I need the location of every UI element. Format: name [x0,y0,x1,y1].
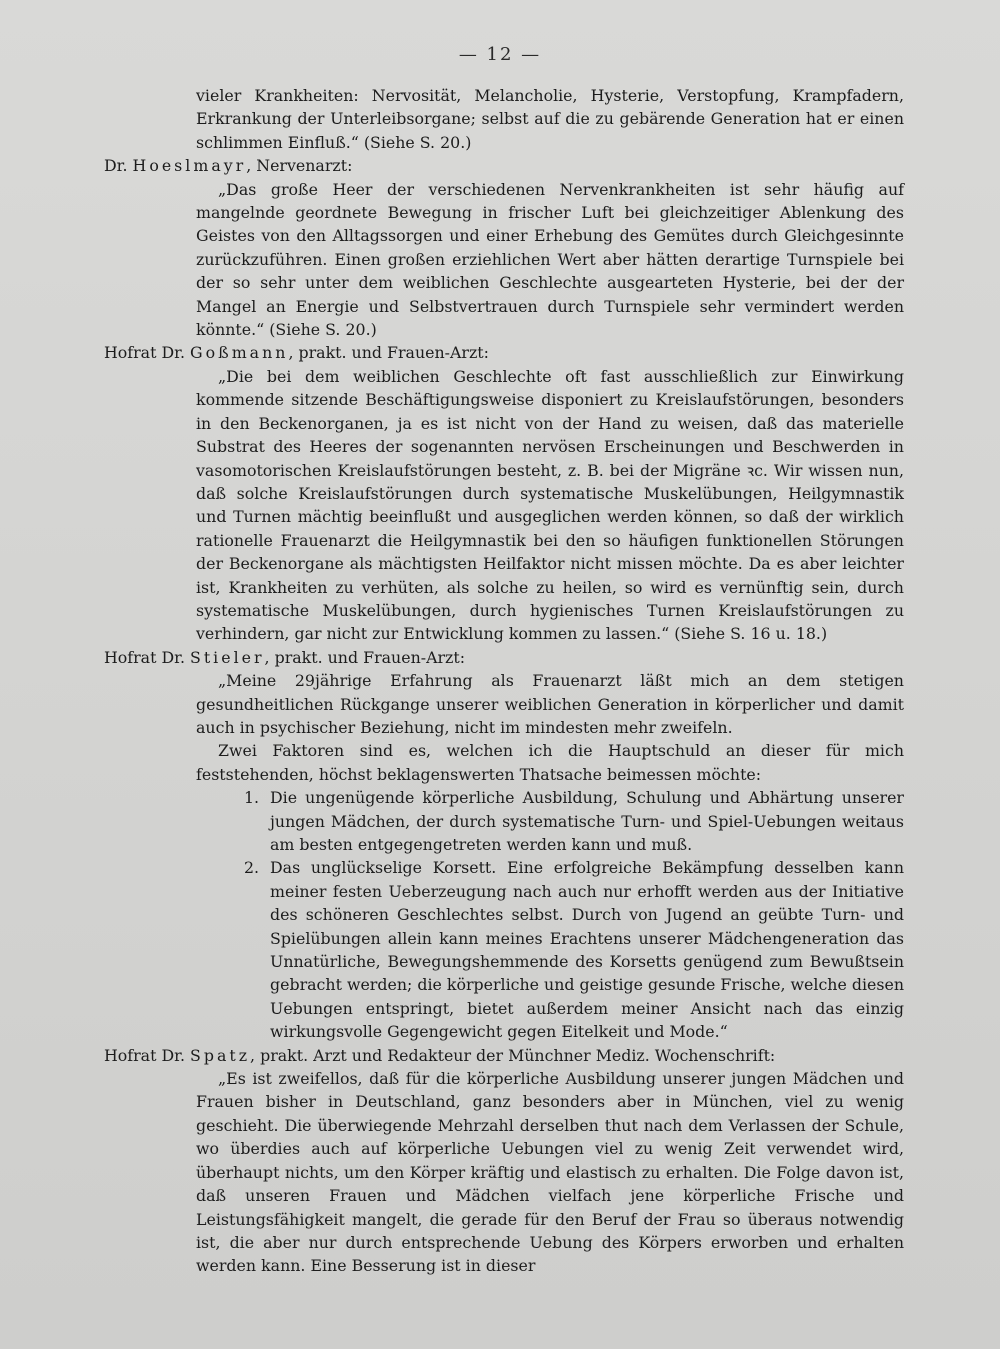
author-heading-hoeslmayr [104,154,904,177]
author-name: Goßmann [190,343,289,363]
list-number: 1. [244,788,260,808]
quote-spatz: „Es ist zweifellos, daß für die körperliche Ausbildung unserer jungen Mädchen und Frauen bisher in Deutschland, ganz besonders aber in München, viel zu wenig geschieht. Die überwiegende Mehrzahl derselben thut nach dem Verlassen der Schule, wo überdies auch auf körperliche Uebungen viel zu wenig Zeit verwendet wird, überhaupt nichts, um den Körper kräftig und elastisch zu erhalten. Die Folge davon ist, daß unseren Frauen und Mädchen vielfach jene körperliche Frische und Leistungsfähigkeit mangelt, die gerade für den Beruf der Frau so überaus notwendig ist, die aber nur durch entsprechende Uebung des Körpers erworben und erhalten werden kann. Eine Besserung ist in dieser [196,1069,904,1276]
author-title: Dr. [104,156,128,176]
author-title: Hofrat Dr. [104,343,185,363]
author-role: , prakt. und Frauen-Arzt: [264,647,466,667]
author-title: Hofrat Dr. [104,647,185,667]
author-role: , prakt. Arzt und Redakteur der Münchner Mediz. Wochenschrift: [250,1045,776,1065]
author-role: , prakt. und Frauen-Arzt: [288,343,489,363]
list-number: 2. [244,858,260,878]
author-name: Stieler [190,647,265,667]
author-name: Hoeslmayr [132,156,247,176]
list-item [104,856,904,1043]
quote-hoeslmayr: „Das große Heer der verschiedenen Nervenkrankheiten ist sehr häufig auf mangelnde geordnete Bewegung in frischer Luft bei gleichzeitiger Ablenkung des Geistes von den Alltagssorgen und einer Erhebung des Gemütes durch Gleichgesinnte zurückzuführen. Einen großen erziehlichen Wert aber hätten derartige Turnspiele bei der so sehr unter dem weiblichen Geschlechte ausgearteten Hysterie, bei der der Mangel an Energie und Selbstvertrauen durch Turnspiele sehr vermindert werden könnte.“ (Siehe S. 20.) [196,179,904,340]
page-number: — 12 — [458,44,542,65]
author-role: , Nervenarzt: [246,156,353,176]
list-text: Die ungenügende körperliche Ausbildung, Schulung und Abhärtung unserer jungen Mädchen, der durch systematische Turn- und Spiel-Uebungen weitaus am besten entgegengetreten werden kann und muß. [270,788,904,854]
intro-paragraph: vieler Krankheiten: Nervosität, Melancholie, Hysterie, Verstopfung, Krampfadern, Erkrankung der Unterleibsorgane; selbst auf die zu gebärende Generation hat er einen schlimmen Einfluß.“ (Siehe S. 20.) [196,86,904,152]
list-item [104,786,904,856]
page-body [104,84,904,1278]
author-name: Spatz [190,1045,251,1065]
list-text: Das unglückselige Korsett. Eine erfolgreiche Bekämpfung desselben kann meiner festen Ueberzeugung nach auch nur erhofft werden aus der Initiative des schöneren Geschlechtes selbst. Durch von Jugend an geübte Turn- und Spielübungen allein kann meines Erachtens unserer Mädchengeneration das Unnatürliche, Bewegungshemmende des Korsetts genügend zum Bewußtsein gebracht werden; die körperliche und geistige gesunde Frische, welche diesen Uebungen entspringt, bietet außerdem meiner Ansicht nach das einzig wirkungsvolle Gegengewicht gegen Eitelkeit und Mode.“ [270,858,904,1042]
quote-gossmann: „Die bei dem weiblichen Geschlechte oft fast ausschließlich zur Einwirkung kommende sitzende Beschäftigungsweise disponiert zu Kreislaufstörungen, besonders in den Beckenorganen, ja es ist nicht von der Hand zu weisen, daß das materielle Substrat des Heeres der sogenannten nervösen Erscheinungen und Beschwerden in vasomotorischen Kreislaufstörungen besteht, z. B. bei der Migräne ꝛc. Wir wissen nun, daß solche Kreislaufstörungen durch systematische Muskelübungen, Heilgymnastik und Turnen mächtig beeinflußt und ausgeglichen werden können, so daß der wirklich rationelle Frauenarzt die Heilgymnastik bei den so häufigen funktionellen Störungen der Beckenorgane als mächtigsten Heilfaktor nicht missen möchte. Da es aber leichter ist, Krankheiten zu verhüten, als solche zu heilen, so wird es vernünftig sein, durch systematische Muskelübungen, durch hygienisches Turnen Kreislaufstörungen zu verhindern, gar nicht zur Entwicklung kommen zu lassen.“ (Siehe S. 16 u. 18.) [196,366,904,644]
author-heading-stieler [104,646,904,669]
author-title: Hofrat Dr. [104,1045,185,1065]
author-heading-spatz [104,1044,904,1067]
quote-stieler: „Meine 29jährige Erfahrung als Frauenarzt läßt mich an dem stetigen gesundheitlichen Rückgange unserer weiblichen Generation in körperlicher und damit auch in psychischer Beziehung, nicht im mindesten mehr zweifeln. [196,671,904,737]
author-heading-gossmann [104,341,904,364]
quote-stieler-continued: Zwei Faktoren sind es, welchen ich die Hauptschuld an dieser für mich feststehenden, höchst beklagenswerten Thatsache beimessen möchte: [196,741,904,784]
